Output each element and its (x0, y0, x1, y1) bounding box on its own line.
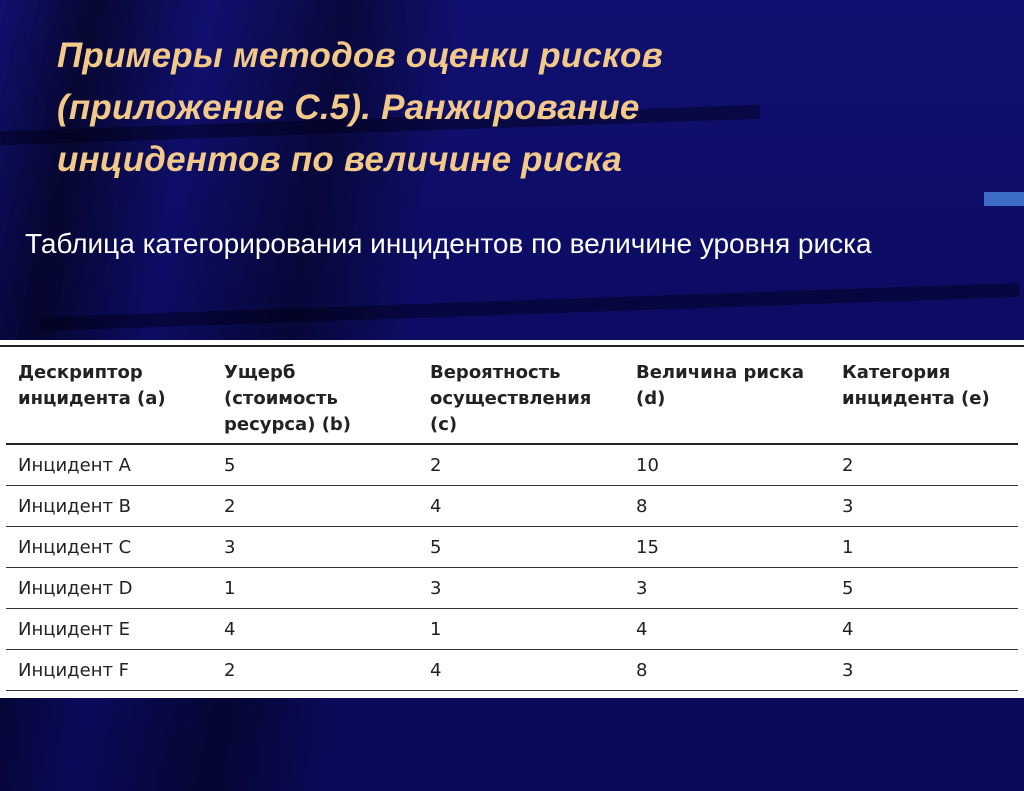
table-row (6, 568, 1018, 609)
header-damage: Ущерб (стоимость ресурса) (b) (212, 347, 418, 444)
cell-damage: 4 (212, 609, 418, 650)
cell-risk-value: 15 (624, 527, 830, 568)
header-category: Категория инцидента (e) (830, 347, 1018, 444)
cell-risk-value: 4 (624, 609, 830, 650)
cell-probability: 4 (418, 486, 624, 527)
cell-risk-value: 8 (624, 486, 830, 527)
risk-category-table (6, 347, 1018, 691)
table-row (6, 609, 1018, 650)
cell-category: 4 (830, 609, 1018, 650)
cell-probability: 4 (418, 650, 624, 691)
header-descriptor: Дескриптор инцидента (a) (6, 347, 212, 444)
cell-risk-value: 10 (624, 444, 830, 486)
cell-damage: 2 (212, 486, 418, 527)
accent-bar (984, 192, 1024, 206)
cell-category: 1 (830, 527, 1018, 568)
cell-descriptor: Инцидент A (6, 444, 212, 486)
cell-descriptor: Инцидент E (6, 609, 212, 650)
cell-category: 3 (830, 650, 1018, 691)
slide-title: Примеры методов оценки рисков (приложение С.5). Ранжирование инцидентов по величине риска (57, 36, 663, 179)
table-row (6, 486, 1018, 527)
cell-category: 5 (830, 568, 1018, 609)
cell-risk-value: 8 (624, 650, 830, 691)
table-header-row (6, 347, 1018, 444)
cell-descriptor: Инцидент F (6, 650, 212, 691)
cell-probability: 3 (418, 568, 624, 609)
cell-descriptor: Инцидент C (6, 527, 212, 568)
cell-probability: 5 (418, 527, 624, 568)
risk-table-panel (0, 340, 1024, 698)
cell-probability: 1 (418, 609, 624, 650)
cell-descriptor: Инцидент B (6, 486, 212, 527)
background-streak (40, 283, 1020, 331)
cell-descriptor: Инцидент D (6, 568, 212, 609)
header-probability: Вероятность осуществления (c) (418, 347, 624, 444)
cell-category: 3 (830, 486, 1018, 527)
slide-subtitle: Таблица категорирования инцидентов по величине уровня риска (25, 228, 872, 259)
cell-damage: 5 (212, 444, 418, 486)
table-row (6, 650, 1018, 691)
table-row (6, 527, 1018, 568)
cell-damage: 1 (212, 568, 418, 609)
cell-category: 2 (830, 444, 1018, 486)
cell-risk-value: 3 (624, 568, 830, 609)
cell-probability: 2 (418, 444, 624, 486)
cell-damage: 2 (212, 650, 418, 691)
table-row (6, 444, 1018, 486)
cell-damage: 3 (212, 527, 418, 568)
header-risk-value: Величина риска (d) (624, 347, 830, 444)
